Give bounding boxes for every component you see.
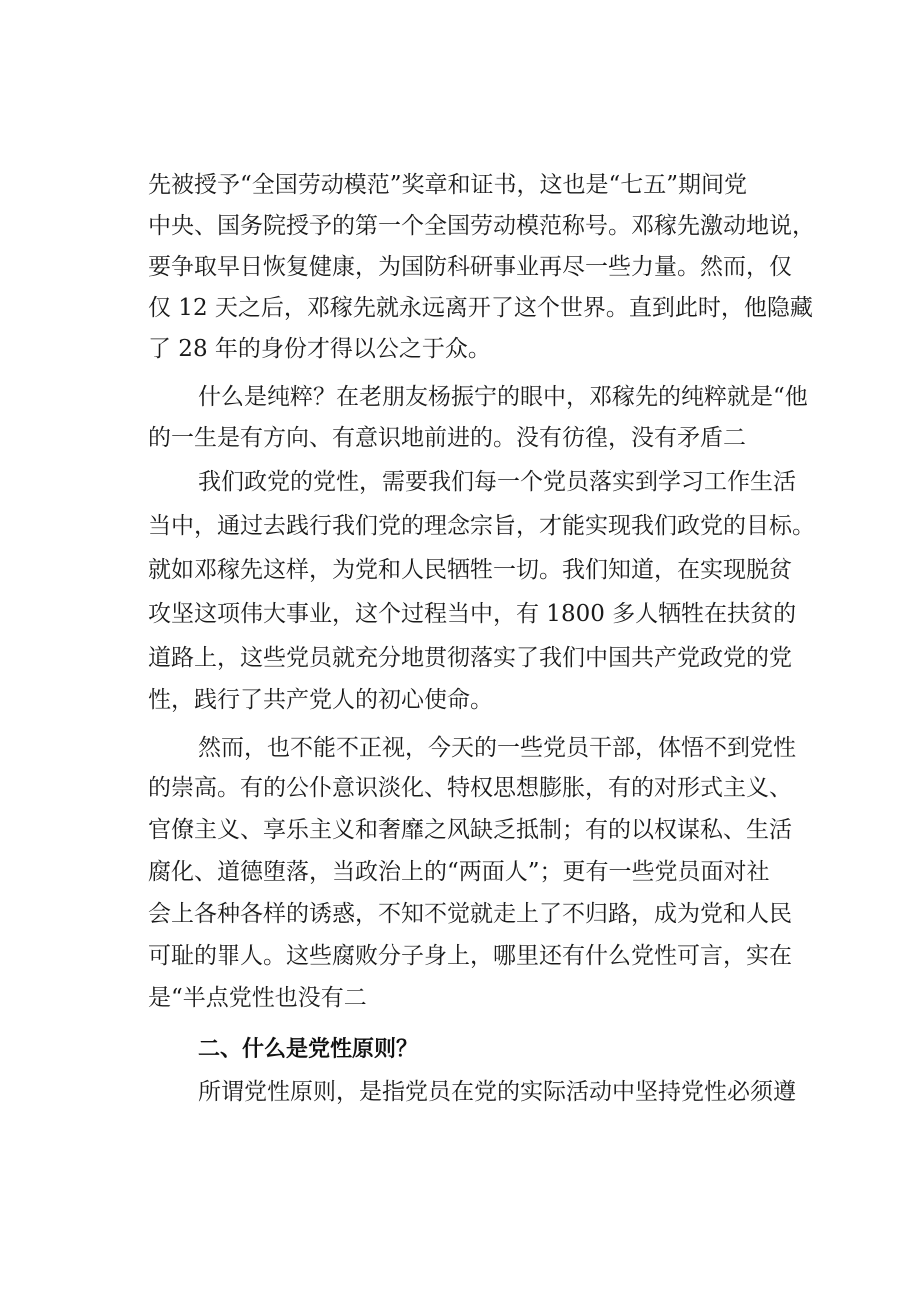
paragraph-line: 腐化、道德堕落，当政治上的“两面人”；更有一些党员面对社 — [148, 859, 770, 885]
paragraph-line: 然而，也不能不正视，今天的一些党员干部，体悟不到党性 — [198, 735, 796, 761]
paragraph-line: 官僚主义、享乐主义和奢靡之风缺乏抵制；有的以权谋私、生活 — [148, 817, 792, 843]
paragraph-line: 中央、国务院授予的第一个全国劳动模范称号。邓稼先激动地说， — [148, 213, 815, 239]
paragraph-line: 会上各种各样的诱惑，不知不觉就走上了不归路，成为党和人民 — [148, 901, 792, 927]
paragraph-line: 什么是纯粹？在老朋友杨振宁的眼中，邓稼先的纯粹就是“他 — [198, 384, 808, 410]
paragraph-line: 性，践行了共产党人的初心使命。 — [148, 687, 493, 713]
paragraph-line: 攻坚这项伟大事业，这个过程当中，有 1800 多人牺牲在扶贫的 — [148, 601, 797, 627]
paragraph-line: 道路上，这些党员就充分地贯彻落实了我们中国共产党政党的党 — [148, 645, 792, 671]
section-heading: 二、什么是党性原则？ — [198, 1037, 419, 1062]
paragraph-line: 可耻的罪人。这些腐败分子身上，哪里还有什么党性可言，实在 — [148, 943, 792, 969]
paragraph-line: 的一生是有方向、有意识地前进的。没有彷徨，没有矛盾二 — [148, 425, 746, 451]
paragraph-line: 所谓党性原则，是指党员在党的实际活动中坚持党性必须遵 — [198, 1079, 796, 1105]
paragraph-line: 就如邓稼先这样，为党和人民牺牲一切。我们知道，在实现脱贫 — [148, 557, 792, 583]
paragraph-line: 了 28 年的身份才得以公之于众。 — [148, 336, 491, 362]
paragraph-line: 我们政党的党性，需要我们每一个党员落实到学习工作生活 — [198, 469, 796, 495]
paragraph-line: 的崇高。有的公仆意识淡化、特权思想膨胀，有的对形式主义、 — [148, 775, 792, 801]
paragraph-line: 当中，通过去践行我们党的理念宗旨，才能实现我们政党的目标。 — [148, 513, 815, 539]
paragraph-line: 先被授予“全国劳动模范”奖章和证书，这也是“七五”期间党 — [148, 172, 748, 198]
paragraph-line: 仅 12 天之后，邓稼先就永远离开了这个世界。直到此时，他隐藏 — [148, 295, 813, 321]
paragraph-line: 要争取早日恢复健康，为国防科研事业再尽一些力量。然而，仅 — [148, 254, 792, 280]
paragraph-line: 是“半点党性也没有二 — [148, 985, 367, 1011]
